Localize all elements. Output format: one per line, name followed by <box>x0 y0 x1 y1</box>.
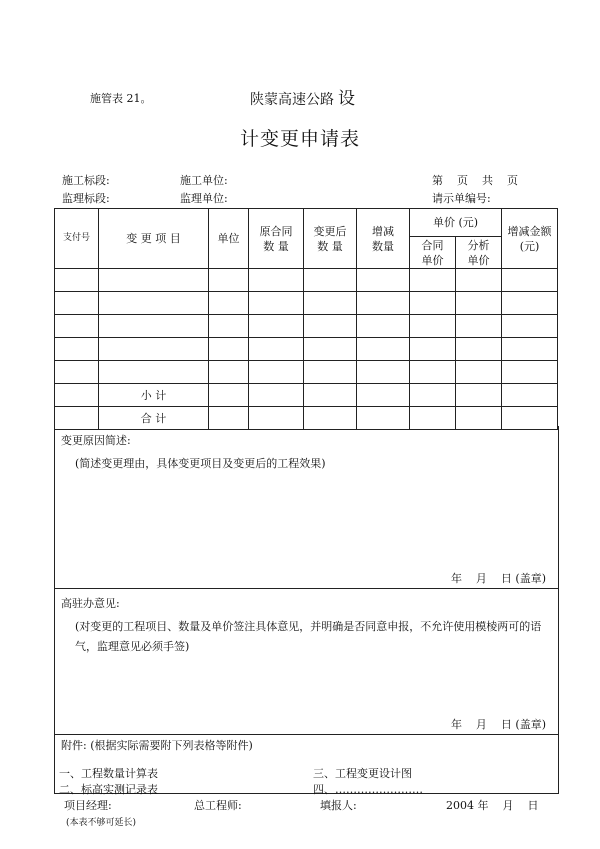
total-label: 合 计 <box>99 407 209 430</box>
office-opinion-label: 高驻办意见: <box>61 597 120 610</box>
page-info: 第 页 共 页 <box>432 174 518 187</box>
attachment-item-3: 三、工程变更设计图 <box>313 767 412 780</box>
attachments-section <box>54 735 559 794</box>
header-changed-qty: 变更后 数 量 <box>304 209 357 269</box>
subtotal-label: 小 计 <box>99 384 209 407</box>
change-items-table <box>54 208 558 430</box>
office-opinion-note: (对变更的工程项目、数量及单价签注具体意见，并明确是否同意申报，不允许使用模棱两可的语气，监理意见必须手签) <box>75 620 542 653</box>
change-reason-label: 变更原因简述: <box>61 434 131 447</box>
header-analysis-price: 分析 单价 <box>456 237 502 269</box>
attachment-item-1: 一、工程数量计算表 <box>59 767 158 780</box>
request-number-label: 请示单编号: <box>432 192 491 205</box>
office-opinion-date: 年 月 日 (盖章) <box>450 718 546 731</box>
form-number: 施管表 21。 <box>90 92 152 105</box>
attachment-item-4: 四、…………………… <box>313 783 423 796</box>
filler-label: 填报人: <box>320 799 357 812</box>
title-char: 设 <box>338 89 355 109</box>
page-title: 计变更申请表 <box>239 128 360 150</box>
extend-note: (本表不够可延长) <box>66 818 137 828</box>
table-row <box>55 338 558 361</box>
table-row <box>55 269 558 292</box>
table-row <box>55 315 558 338</box>
construction-unit-label: 施工单位: <box>180 174 228 187</box>
subtotal-row <box>55 384 558 407</box>
project-manager-label: 项目经理: <box>64 799 112 812</box>
change-reason-note: (简述变更理由，具体变更项目及变更后的工程效果) <box>75 457 326 470</box>
table-row <box>55 361 558 384</box>
title-road-name: 陕蒙高速公路 <box>250 92 334 108</box>
section-label: 施工标段: <box>62 174 110 187</box>
attachments-label: 附件: (根据实际需要附下列表格等附件) <box>61 739 253 752</box>
change-reason-date: 年 月 日 (盖章) <box>450 572 546 585</box>
chief-engineer-label: 总工程师: <box>194 799 242 812</box>
header-item: 变 更 项 目 <box>99 209 209 269</box>
header-contract-price: 合同 单价 <box>410 237 456 269</box>
header-diff-amount: 增减金额 (元) <box>502 209 558 269</box>
header-unit-price: 单价 (元) <box>410 209 502 237</box>
header-orig-qty: 原合同 数 量 <box>249 209 304 269</box>
header-unit: 单位 <box>209 209 249 269</box>
footer-date: 2004 年 月 日 <box>446 799 539 812</box>
header-pay-no: 支付号 <box>55 209 99 269</box>
supervision-unit-label: 监理单位: <box>180 192 228 205</box>
title-line-1 <box>250 84 355 109</box>
supervision-section-label: 监理标段: <box>62 192 110 205</box>
change-reason-section <box>54 426 559 589</box>
table-row <box>55 292 558 315</box>
attachment-item-2: 二、标高实测记录表 <box>59 783 158 796</box>
office-opinion-section <box>54 589 559 735</box>
header-diff-qty: 增减 数量 <box>357 209 410 269</box>
